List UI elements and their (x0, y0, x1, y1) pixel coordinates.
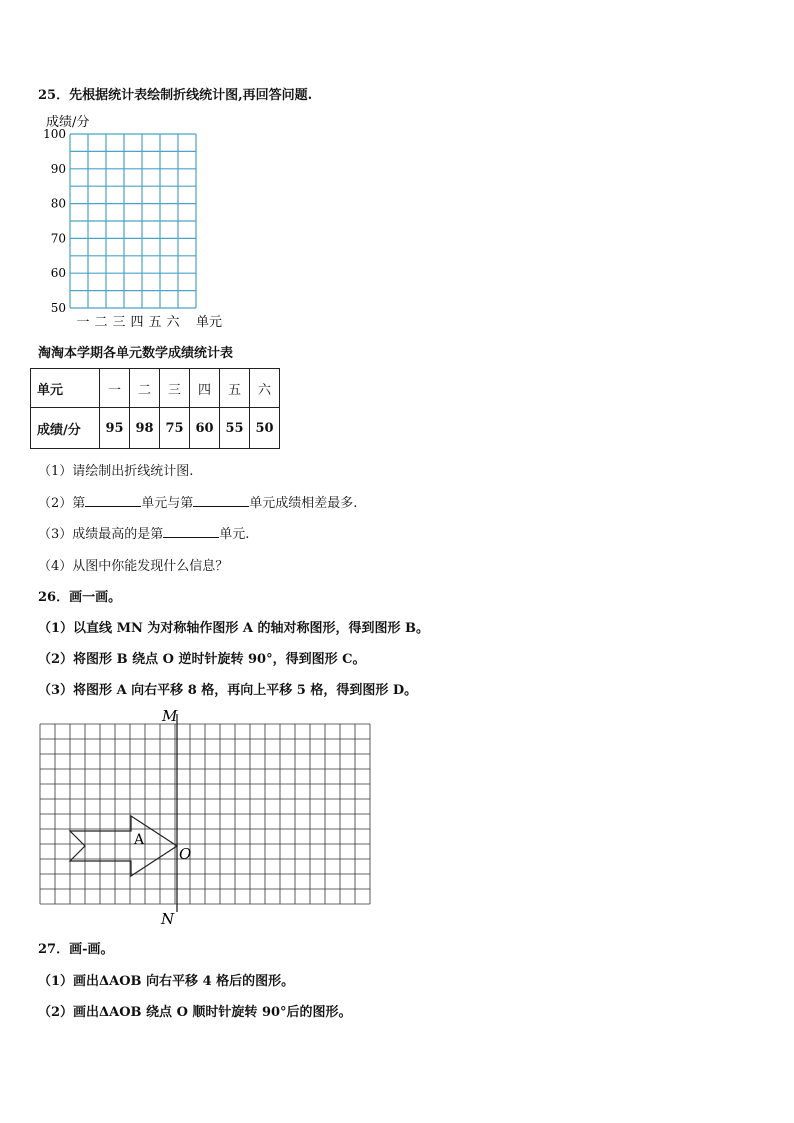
y-tick-label: 80 (50, 196, 66, 211)
table-cell-score: 50 (250, 408, 280, 449)
q25-sub2-text-a: （2）第 (38, 496, 86, 511)
q25-title: 25．先根据统计表绘制折线统计图,再回答问题. (38, 88, 313, 103)
label-m: M (162, 707, 178, 725)
x-tick-label: 一 (76, 315, 90, 330)
answer-blank[interactable] (85, 494, 141, 507)
chart-ylabel: 成绩/分 (46, 115, 90, 130)
table-cell-unit: 四 (190, 369, 220, 408)
table-cell-unit: 六 (250, 369, 280, 408)
q26-sub1: （1）以直线 MN 为对称轴作图形 A 的轴对称图形，得到图形 B。 (38, 621, 430, 636)
table-cell-score: 60 (190, 408, 220, 449)
table-cell-score: 95 (100, 408, 130, 449)
label-a: A (134, 832, 145, 848)
stats-table (30, 368, 280, 449)
table-cell-score: 75 (160, 408, 190, 449)
square-grid-lines (40, 724, 370, 904)
y-tick-label: 70 (50, 231, 66, 246)
q25-sub2-text-c: 单元成绩相差最多. (249, 496, 358, 511)
table-cell-score: 55 (220, 408, 250, 449)
q26-sub2: （2）将图形 B 绕点 O 逆时针旋转 90°，得到图形 C。 (38, 652, 366, 667)
table-header-score: 成绩/分 (31, 408, 100, 449)
q27-title: 27．画-画。 (38, 942, 114, 957)
q25-sub4: （4）从图中你能发现什么信息？ (38, 559, 229, 574)
table-cell-unit: 五 (220, 369, 250, 408)
label-o: O (179, 845, 192, 863)
x-tick-label: 二 (94, 315, 108, 330)
x-tick-label: 五 (148, 315, 162, 330)
shape-a-arrow (70, 816, 177, 876)
y-tick-label: 60 (50, 266, 66, 281)
q25-sub3-text-b: 单元. (219, 527, 250, 542)
q25-sub2 (38, 492, 357, 511)
y-tick-label: 100 (43, 127, 66, 141)
table-cell-unit: 一 (100, 369, 130, 408)
y-tick-label: 90 (50, 161, 66, 176)
table-title: 淘淘本学期各单元数学成绩统计表 (38, 346, 234, 361)
graph-grid (38, 706, 383, 931)
chart-grid-lines (70, 134, 196, 308)
y-tick-label: 50 (50, 301, 66, 315)
table-cell-unit: 三 (160, 369, 190, 408)
q27-sub1: （1）画出ΔAOB 向右平移 4 格后的图形。 (38, 974, 295, 989)
q25-sub3 (38, 523, 249, 542)
grid-chart (38, 112, 238, 332)
answer-blank[interactable] (193, 494, 249, 507)
x-tick-label: 三 (112, 315, 126, 330)
answer-blank[interactable] (163, 525, 219, 538)
x-tick-label: 六 (166, 315, 180, 330)
chart-xlabel: 单元 (196, 315, 223, 330)
q26-title: 26．画一画。 (38, 590, 122, 605)
q27-sub2: （2）画出ΔAOB 绕点 O 顺时针旋转 90°后的图形。 (38, 1005, 352, 1020)
q25-sub2-text-b: 单元与第 (141, 496, 194, 511)
table-cell-score: 98 (130, 408, 160, 449)
q25-sub3-text-a: （3）成绩最高的是第 (38, 527, 164, 542)
q25-sub1: （1）请绘制出折线统计图. (38, 464, 194, 479)
table-header-unit: 单元 (31, 369, 100, 408)
x-tick-label: 四 (130, 315, 144, 330)
label-n: N (161, 910, 175, 928)
table-cell-unit: 二 (130, 369, 160, 408)
q26-sub3: （3）将图形 A 向右平移 8 格，再向上平移 5 格，得到图形 D。 (38, 683, 418, 698)
